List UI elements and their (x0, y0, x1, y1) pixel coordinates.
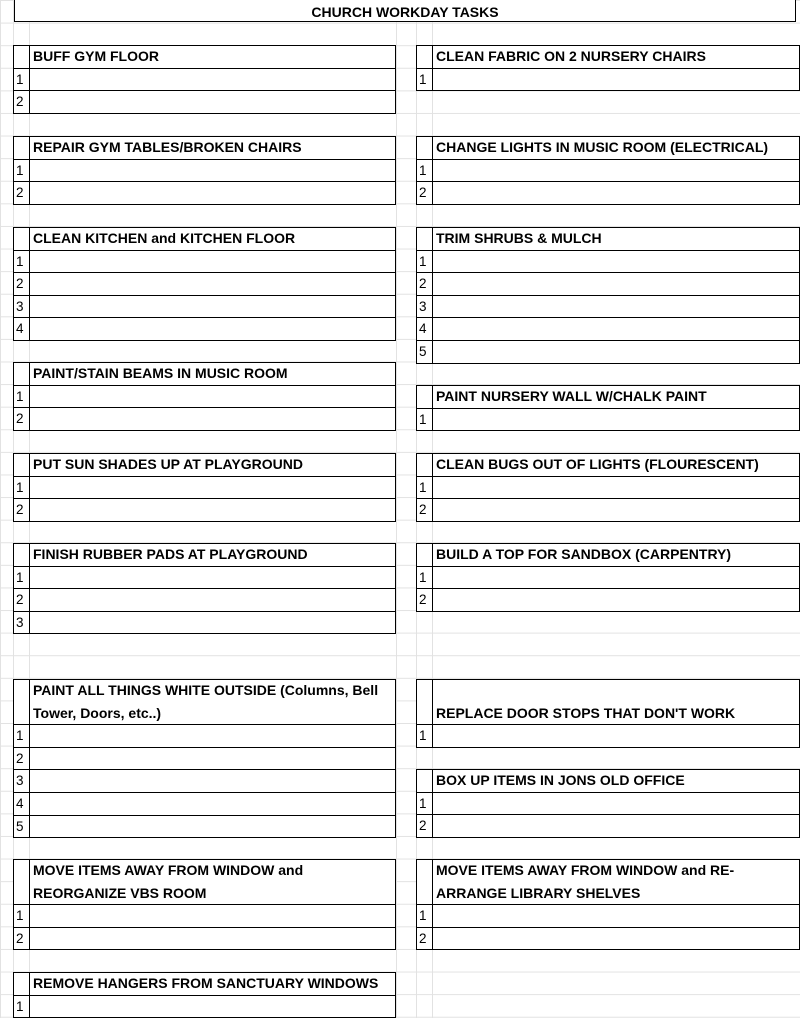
volunteer-name-cell[interactable] (433, 160, 799, 182)
row-number: 1 (14, 567, 30, 589)
volunteer-name-cell[interactable] (433, 567, 799, 589)
task-row (416, 182, 800, 205)
task-header-number-cell (14, 860, 30, 904)
row-number: 1 (14, 251, 30, 273)
task-header-number-cell (417, 386, 433, 408)
volunteer-name-cell[interactable] (433, 477, 799, 499)
row-number: 1 (14, 386, 30, 408)
row-number: 1 (417, 477, 433, 499)
task-header (13, 453, 396, 477)
task-block (416, 136, 800, 205)
task-row (13, 408, 396, 431)
task-header (13, 45, 396, 69)
task-row (416, 477, 800, 500)
task-row (416, 815, 800, 838)
row-number: 4 (14, 793, 30, 815)
task-row (416, 341, 800, 364)
volunteer-name-cell[interactable] (433, 182, 799, 204)
task-header (416, 769, 800, 793)
task-row (416, 251, 800, 274)
volunteer-name-cell[interactable] (433, 725, 799, 747)
volunteer-name-cell[interactable] (30, 928, 395, 950)
row-number: 3 (14, 770, 30, 792)
volunteer-name-cell[interactable] (433, 409, 799, 431)
task-block (416, 679, 800, 748)
task-header-number-cell (417, 544, 433, 566)
volunteer-name-cell[interactable] (433, 793, 799, 815)
task-row (416, 928, 800, 951)
task-row (13, 69, 396, 92)
task-row (416, 725, 800, 748)
row-number: 2 (14, 748, 30, 770)
task-block (13, 972, 396, 1018)
task-block (416, 769, 800, 838)
task-block (416, 859, 800, 950)
task-header-number-cell (417, 137, 433, 159)
task-label: REPAIR GYM TABLES/BROKEN CHAIRS (33, 139, 302, 155)
task-row (416, 567, 800, 590)
task-label: CHANGE LIGHTS IN MUSIC ROOM (ELECTRICAL) (436, 139, 769, 155)
task-label: PAINT/STAIN BEAMS IN MUSIC ROOM (33, 365, 288, 381)
task-header-number-cell (417, 680, 433, 724)
task-header-number-cell (417, 46, 433, 68)
task-block (13, 136, 396, 205)
task-label: PUT SUN SHADES UP AT PLAYGROUND (33, 456, 303, 472)
volunteer-name-cell[interactable] (30, 251, 395, 273)
task-header (416, 385, 800, 409)
task-header-number-cell (14, 973, 30, 995)
task-header-number-cell (417, 860, 433, 904)
task-header (416, 859, 800, 905)
task-row (13, 477, 396, 500)
row-number: 2 (14, 408, 30, 430)
volunteer-name-cell[interactable] (433, 296, 799, 318)
task-header (416, 45, 800, 69)
task-label: MOVE ITEMS AWAY FROM WINDOW and REORGANIZE VBS ROOM (33, 862, 304, 901)
volunteer-name-cell[interactable] (30, 996, 395, 1018)
task-header (13, 362, 396, 386)
task-block (13, 859, 396, 950)
task-row (13, 182, 396, 205)
task-row (13, 612, 396, 635)
volunteer-name-cell[interactable] (30, 160, 395, 182)
task-row (13, 499, 396, 522)
task-row (13, 905, 396, 928)
volunteer-name-cell[interactable] (30, 725, 395, 747)
task-block (416, 453, 800, 522)
row-number: 2 (417, 589, 433, 611)
row-number: 4 (14, 318, 30, 340)
row-number: 1 (417, 160, 433, 182)
task-row (416, 793, 800, 816)
volunteer-name-cell[interactable] (30, 793, 395, 815)
volunteer-name-cell[interactable] (30, 273, 395, 295)
task-header (13, 972, 396, 996)
volunteer-name-cell[interactable] (433, 69, 799, 91)
row-number: 1 (14, 477, 30, 499)
task-header (13, 859, 396, 905)
volunteer-name-cell[interactable] (30, 905, 395, 927)
task-row (13, 816, 396, 839)
row-number: 1 (14, 905, 30, 927)
task-label: PAINT ALL THINGS WHITE OUTSIDE (Columns, Bell Tower, Doors, etc..) (33, 682, 379, 721)
task-header-number-cell (417, 228, 433, 250)
task-header (13, 679, 396, 725)
task-label: BOX UP ITEMS IN JONS OLD OFFICE (436, 772, 685, 788)
row-number: 1 (417, 69, 433, 91)
volunteer-name-cell[interactable] (30, 589, 395, 611)
volunteer-name-cell[interactable] (30, 91, 395, 113)
sheet-title: CHURCH WORKDAY TASKS (14, 0, 796, 22)
row-number: 4 (417, 318, 433, 340)
task-row (13, 296, 396, 319)
task-label: CLEAN KITCHEN and KITCHEN FLOOR (33, 230, 296, 246)
task-row (13, 251, 396, 274)
task-row (416, 296, 800, 319)
task-row (13, 273, 396, 296)
volunteer-name-cell[interactable] (433, 589, 799, 611)
volunteer-name-cell[interactable] (433, 273, 799, 295)
row-number: 2 (14, 91, 30, 113)
task-header (13, 543, 396, 567)
task-label: REMOVE HANGERS FROM SANCTUARY WINDOWS (33, 975, 379, 991)
row-number: 1 (14, 996, 30, 1018)
task-block (13, 227, 396, 341)
task-row (13, 928, 396, 951)
volunteer-name-cell[interactable] (30, 296, 395, 318)
task-block (13, 453, 396, 522)
row-number: 2 (417, 499, 433, 521)
task-block (416, 45, 800, 91)
volunteer-name-cell[interactable] (30, 69, 395, 91)
task-row (13, 567, 396, 590)
task-row (13, 996, 396, 1018)
row-number: 5 (417, 341, 433, 363)
volunteer-name-cell[interactable] (433, 499, 799, 521)
row-number: 3 (14, 296, 30, 318)
task-label: CLEAN FABRIC ON 2 NURSERY CHAIRS (436, 48, 706, 64)
task-header-number-cell (417, 770, 433, 792)
task-row (416, 589, 800, 612)
row-number: 3 (417, 296, 433, 318)
task-row (13, 91, 396, 114)
row-number: 5 (14, 816, 30, 838)
task-row (416, 499, 800, 522)
task-label: MOVE ITEMS AWAY FROM WINDOW and RE-ARRANGE LIBRARY SHELVES (436, 862, 735, 901)
task-header-number-cell (14, 363, 30, 385)
task-row (13, 793, 396, 816)
volunteer-name-cell[interactable] (30, 182, 395, 204)
task-block (416, 385, 800, 431)
task-row (416, 273, 800, 296)
volunteer-name-cell[interactable] (30, 748, 395, 770)
task-label: FINISH RUBBER PADS AT PLAYGROUND (33, 546, 308, 562)
volunteer-name-cell[interactable] (30, 816, 395, 838)
volunteer-name-cell[interactable] (433, 928, 799, 950)
volunteer-name-cell[interactable] (433, 905, 799, 927)
task-label: TRIM SHRUBS & MULCH (436, 230, 602, 246)
task-header (416, 543, 800, 567)
row-number: 1 (14, 160, 30, 182)
task-header-number-cell (14, 137, 30, 159)
task-header (416, 136, 800, 160)
row-number: 1 (14, 725, 30, 747)
volunteer-name-cell[interactable] (30, 318, 395, 340)
task-block (13, 45, 396, 114)
volunteer-name-cell[interactable] (433, 341, 799, 363)
volunteer-name-cell[interactable] (30, 612, 395, 634)
row-number: 1 (417, 725, 433, 747)
task-header-number-cell (14, 454, 30, 476)
task-header (13, 136, 396, 160)
task-row (416, 69, 800, 92)
volunteer-name-cell[interactable] (433, 815, 799, 837)
volunteer-name-cell[interactable] (30, 499, 395, 521)
task-header (416, 679, 800, 725)
row-number: 2 (14, 182, 30, 204)
row-number: 1 (417, 567, 433, 589)
task-row (13, 386, 396, 409)
row-number: 1 (417, 793, 433, 815)
row-number: 1 (417, 905, 433, 927)
row-number: 1 (417, 251, 433, 273)
row-number: 2 (14, 499, 30, 521)
row-number: 2 (417, 182, 433, 204)
task-row (13, 725, 396, 748)
task-header-number-cell (14, 46, 30, 68)
task-row (13, 160, 396, 183)
task-row (416, 160, 800, 183)
task-row (13, 589, 396, 612)
row-number: 1 (14, 69, 30, 91)
task-label: CLEAN BUGS OUT OF LIGHTS (FLOURESCENT) (436, 456, 759, 472)
task-header-number-cell (14, 228, 30, 250)
task-header (416, 453, 800, 477)
task-row (416, 318, 800, 341)
task-label: BUFF GYM FLOOR (33, 48, 159, 64)
task-block (13, 543, 396, 634)
task-label: BUILD A TOP FOR SANDBOX (CARPENTRY) (436, 546, 732, 562)
volunteer-name-cell[interactable] (30, 477, 395, 499)
task-label: PAINT NURSERY WALL W/CHALK PAINT (436, 388, 707, 404)
volunteer-name-cell[interactable] (433, 318, 799, 340)
task-header (13, 227, 396, 251)
task-row (13, 318, 396, 341)
task-row (13, 770, 396, 793)
row-number: 1 (417, 409, 433, 431)
volunteer-name-cell[interactable] (30, 408, 395, 430)
task-block (416, 543, 800, 612)
task-block (13, 679, 396, 838)
row-number: 2 (14, 273, 30, 295)
row-number: 2 (417, 815, 433, 837)
volunteer-name-cell[interactable] (30, 567, 395, 589)
task-header-number-cell (14, 544, 30, 566)
volunteer-name-cell[interactable] (433, 251, 799, 273)
task-header-number-cell (14, 680, 30, 724)
row-number: 3 (14, 612, 30, 634)
volunteer-name-cell[interactable] (30, 770, 395, 792)
row-number: 2 (14, 589, 30, 611)
task-label: REPLACE DOOR STOPS THAT DON'T WORK (436, 704, 736, 721)
row-number: 2 (417, 273, 433, 295)
volunteer-name-cell[interactable] (30, 386, 395, 408)
row-number: 2 (14, 928, 30, 950)
task-row (416, 409, 800, 432)
task-header (416, 227, 800, 251)
task-row (13, 748, 396, 771)
task-block (416, 227, 800, 364)
row-number: 2 (417, 928, 433, 950)
task-row (416, 905, 800, 928)
task-block (13, 362, 396, 431)
task-header-number-cell (417, 454, 433, 476)
